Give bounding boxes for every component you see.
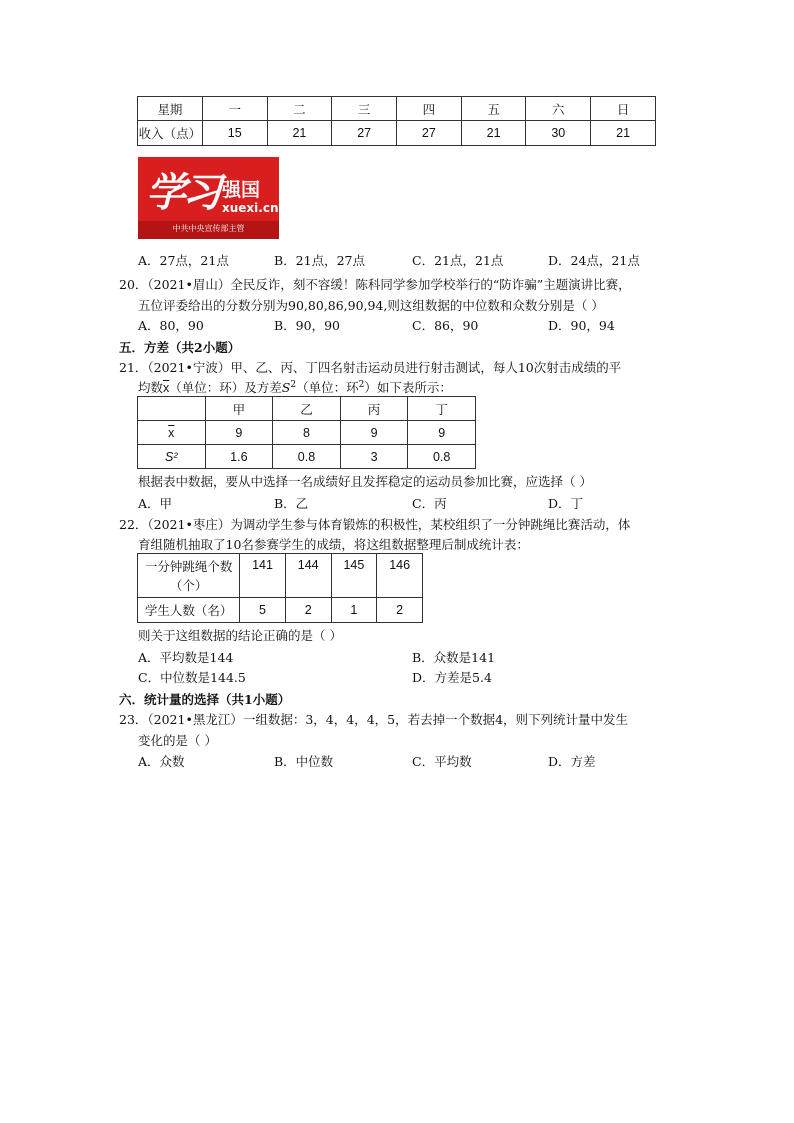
table-cell: 1	[331, 598, 377, 623]
q20-option-d: D．90，94	[548, 318, 615, 333]
section-6-heading: 六．统计量的选择（共1小题）	[119, 692, 291, 707]
mean-symbol: $\overline{x}$	[163, 381, 170, 395]
q21-line-2	[138, 378, 452, 396]
q21-option-b: B．乙	[274, 496, 309, 511]
table-cell: 五	[461, 97, 526, 121]
q22-option-c: C．中位数是144.5	[138, 670, 246, 685]
table-cell: 星期	[138, 97, 203, 121]
logo-subtitle: 中共中央宣传部主管	[172, 224, 245, 233]
table-cell: 144	[285, 554, 331, 598]
q22-line-2: 育组随机抽取了10名参赛学生的成绩，将这组数据整理后制成统计表：	[138, 537, 529, 552]
q23-option-c: C．平均数	[412, 754, 472, 769]
table-cell: 30	[526, 121, 591, 146]
q19-option-d: D．24点，21点	[548, 253, 640, 268]
table-cell: 三	[332, 97, 397, 121]
q21-option-a: A．甲	[138, 496, 173, 511]
shooting-table	[137, 396, 476, 469]
table-cell: 二	[267, 97, 332, 121]
table-cell: 丁	[408, 397, 476, 421]
q20-line-2: 五位评委给出的分数分别为90,80,86,90,94,则这组数据的中位数和众数分别是（ ）	[138, 298, 604, 313]
table-cell: 21	[267, 121, 332, 146]
table-cell: 2	[377, 598, 423, 623]
income-table-row	[138, 121, 656, 146]
table-row	[138, 397, 476, 421]
table-cell: 9	[408, 421, 476, 445]
q21-option-c: C．丙	[412, 496, 447, 511]
table-cell: 1.6	[205, 445, 273, 469]
xuexi-logo	[138, 157, 279, 239]
q23-line-1: 23．（2021•黑龙江）一组数据：3，4，4，4，5，若去掉一个数据4，则下列统计量中发生	[119, 712, 629, 727]
table-cell: 27	[397, 121, 462, 146]
table-cell	[138, 397, 206, 421]
logo-calligraphy: 学习	[146, 169, 218, 216]
q20-option-c: C．86，90	[412, 318, 479, 333]
table-cell: $\overline{x}$	[138, 421, 206, 445]
superscript: 2	[358, 379, 365, 390]
logo-url: xuexi.cn	[222, 201, 279, 215]
q21-line-1: 21．（2021•宁波）甲、乙、丙、丁四名射击运动员进行射击测试，每人10次射击成绩的平	[119, 360, 622, 375]
table-cell: 146	[377, 554, 423, 598]
income-table-row	[138, 97, 656, 121]
table-cell: 0.8	[273, 445, 341, 469]
table-row	[138, 445, 476, 469]
q19-option-a: A．27点，21点	[138, 253, 229, 268]
q22-option-b: B．众数是141	[412, 650, 496, 665]
q22-option-a: A．平均数是144	[138, 650, 234, 665]
q20-option-b: B．90，90	[274, 318, 340, 333]
q21-line-3: 根据表中数据，要从中选择一名成绩好且发挥稳定的运动员参加比赛，应选择（ ）	[138, 474, 592, 489]
table-cell: 学生人数（名）	[138, 598, 240, 623]
table-cell	[138, 554, 240, 598]
q21-l2-text: 均数	[138, 380, 164, 395]
table-cell: 8	[273, 421, 341, 445]
q23-option-d: D．方差	[548, 754, 596, 769]
table-cell: 2	[285, 598, 331, 623]
table-cell: S²	[138, 445, 206, 469]
q19-option-c: C．21点，21点	[412, 253, 504, 268]
q23-line-2: 变化的是（ ）	[138, 733, 217, 748]
q23-option-a: A．众数	[138, 754, 185, 769]
q22-line-1: 22．（2021•枣庄）为调动学生参与体育锻炼的积极性，某校组织了一分钟跳绳比赛活动，体	[119, 517, 631, 532]
table-cell: 21	[461, 121, 526, 146]
table-row	[138, 554, 423, 598]
q21-l2-text: （单位：环	[296, 380, 359, 395]
table-cell: 0.8	[408, 445, 476, 469]
table-cell: 四	[397, 97, 462, 121]
table-cell: 甲	[205, 397, 273, 421]
table-cell: 5	[240, 598, 286, 623]
table-cell: 9	[340, 421, 408, 445]
table-cell: 日	[591, 97, 656, 121]
q19-option-b: B．21点，27点	[274, 253, 365, 268]
table-cell: 21	[591, 121, 656, 146]
q21-l2-text: （单位：环）及方差	[169, 380, 282, 395]
income-table	[137, 96, 656, 146]
table-cell: 9	[205, 421, 273, 445]
table-cell: 141	[240, 554, 286, 598]
cell-text: 一分钟跳绳个数	[144, 558, 233, 574]
table-cell: 3	[340, 445, 408, 469]
rope-skipping-table	[137, 553, 423, 623]
table-row	[138, 421, 476, 445]
variance-symbol: S	[281, 380, 291, 395]
q21-option-d: D．丁	[548, 496, 584, 511]
cell-text: （个）	[169, 577, 208, 593]
logo-qiangguo: 强国	[222, 179, 261, 201]
table-cell: 乙	[273, 397, 341, 421]
table-cell: 15	[202, 121, 267, 146]
table-cell: 27	[332, 121, 397, 146]
table-cell: 145	[331, 554, 377, 598]
table-cell: 一	[202, 97, 267, 121]
q22-option-d: D．方差是5.4	[412, 670, 492, 685]
section-5-heading: 五．方差（共2小题）	[119, 340, 241, 355]
q21-l2-text: ）如下表所示：	[364, 380, 452, 395]
superscript: 2	[290, 379, 297, 390]
table-cell: 丙	[340, 397, 408, 421]
table-cell: 六	[526, 97, 591, 121]
q20-line-1: 20．（2021•眉山）全民反诈，刻不容缓！陈科同学参加学校举行的“防诈骗”主题演讲比赛，	[119, 277, 631, 292]
q20-option-a: A．80，90	[138, 318, 204, 333]
table-cell: 收入（点）	[138, 121, 203, 146]
q23-option-b: B．中位数	[274, 754, 334, 769]
table-row	[138, 598, 423, 623]
q22-line-3: 则关于这组数据的结论正确的是（ ）	[138, 628, 342, 643]
